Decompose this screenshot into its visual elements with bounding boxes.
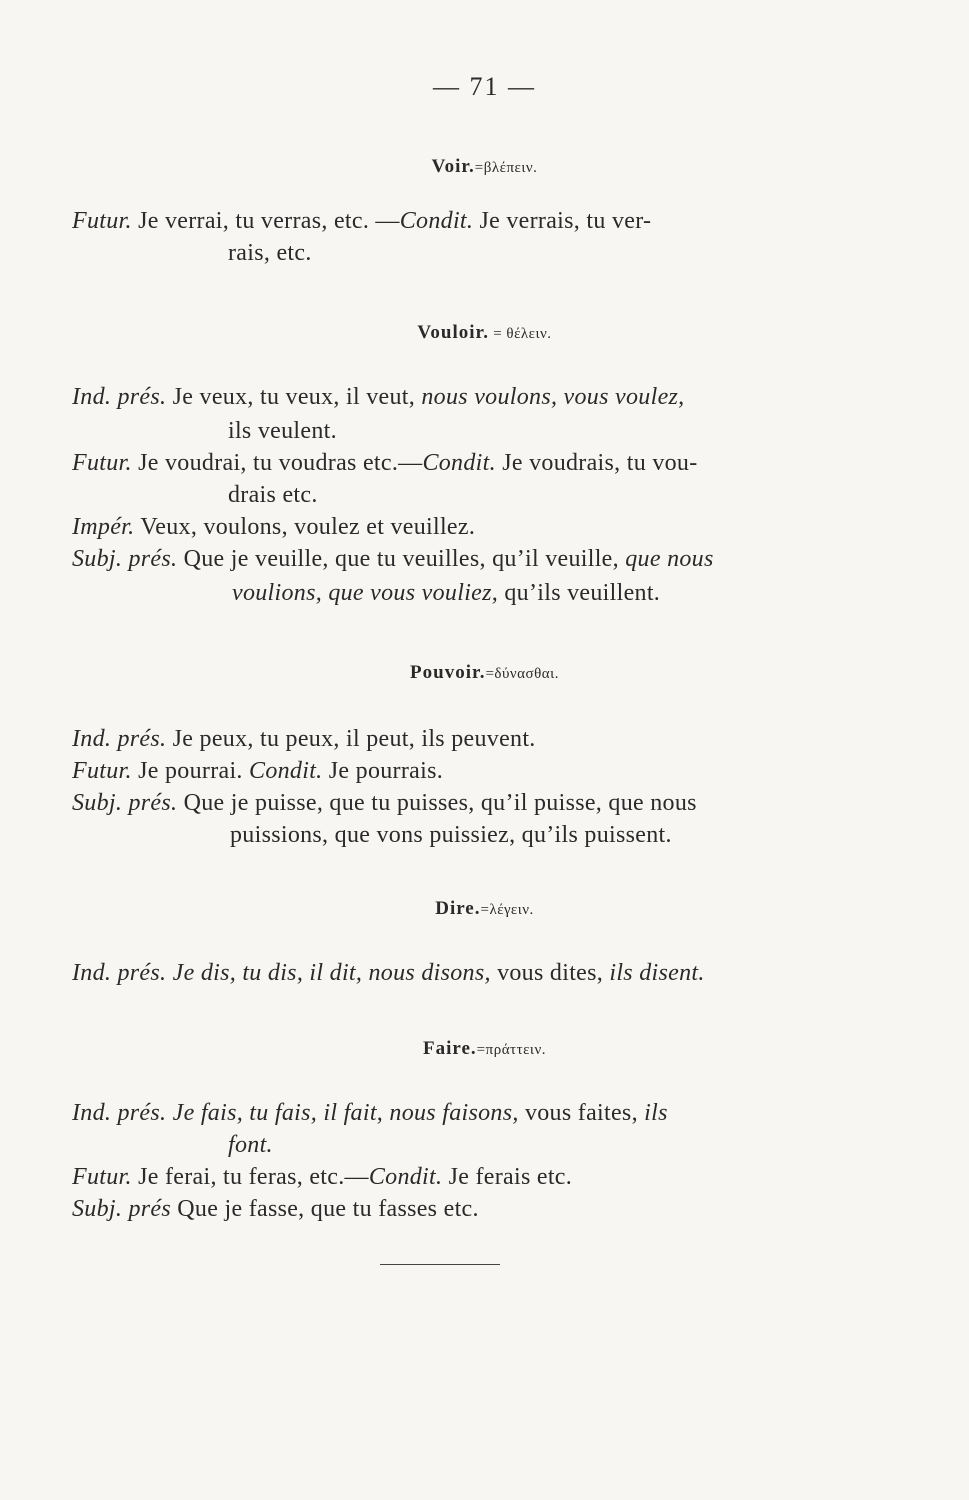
heading-greek: =δύνασθαι. (485, 666, 559, 682)
conjugation-italic: voulions, que vous vouliez, (232, 580, 499, 606)
conjugation-italic: ils disent. (609, 960, 705, 986)
heading-voir (0, 156, 969, 178)
heading-faire (0, 1038, 969, 1060)
tense-label: Ind. prés. (72, 1100, 167, 1126)
conjugation-text: Je voudrais, tu vou- (495, 450, 698, 476)
faire-line-2 (228, 1132, 273, 1159)
vouloir-line-5 (72, 514, 475, 541)
pouvoir-line-2 (72, 758, 443, 785)
voir-line-2: rais, etc. (228, 240, 312, 266)
conjugation-text: vous dites, (490, 960, 610, 986)
voir-line-1 (72, 208, 651, 235)
tense-label: Futur. (72, 208, 132, 234)
heading-verb: Faire. (423, 1038, 477, 1059)
tense-label: Subj. prés (72, 1196, 171, 1222)
tense-label: Condit. (368, 1164, 443, 1190)
tense-label: Futur. (72, 1164, 132, 1190)
conjugation-text: Que je fasse, que tu fasses etc. (171, 1196, 479, 1222)
tense-label: Futur. (72, 450, 132, 476)
conjugation-italic: Je dis, tu dis, il dit, nous disons, (166, 960, 491, 986)
heading-verb: Pouvoir. (410, 662, 486, 683)
faire-line-4 (72, 1196, 479, 1223)
tense-label: Futur. (72, 758, 132, 784)
page-number: — 71 — (433, 72, 536, 101)
heading-greek: = θέλειν. (488, 326, 552, 342)
heading-vouloir (0, 322, 969, 344)
conjugation-text: Que je puisse, que tu puisses, qu’il puisse, que nous (177, 790, 697, 816)
vouloir-line-4: drais etc. (228, 482, 318, 508)
conjugation-italic: ils (644, 1100, 668, 1126)
tense-label: Ind. prés. (72, 960, 167, 986)
heading-dire (0, 898, 969, 920)
conjugation-text: qu’ils veuillent. (498, 580, 661, 606)
conjugation-text: vous faites, (518, 1100, 645, 1126)
heading-greek: =λέγειν. (480, 902, 534, 918)
conjugation-italic: que nous (625, 546, 714, 572)
vouloir-line-1 (72, 384, 684, 411)
vouloir-line-7 (232, 580, 660, 607)
faire-line-3 (72, 1164, 572, 1191)
heading-greek: =βλέπειν. (474, 160, 538, 176)
tense-label: Ind. prés. (72, 384, 167, 410)
pouvoir-line-4: puissions, que vons puissiez, qu’ils puissent. (230, 822, 672, 848)
conjugation-italic: font. (228, 1132, 273, 1158)
end-rule (380, 1264, 500, 1265)
tense-label: Ind. prés. (72, 726, 167, 752)
conjugation-text: Je ferais etc. (442, 1164, 573, 1190)
heading-pouvoir (0, 662, 969, 684)
vouloir-line-3 (72, 450, 698, 477)
conjugation-text: Je peux, tu peux, il peut, ils peuvent. (166, 726, 536, 752)
faire-line-1 (72, 1100, 668, 1127)
dire-line-1 (72, 960, 705, 987)
pouvoir-line-3 (72, 790, 697, 817)
tense-label: Condit. (399, 208, 474, 234)
conjugation-text: Je verrai, tu verras, etc. — (131, 208, 400, 234)
heading-verb: Voir. (431, 156, 475, 177)
conjugation-italic: nous voulons, vous voulez, (421, 384, 685, 410)
conjugation-text: Que je veuille, que tu veuilles, qu’il veuille, (177, 546, 626, 572)
conjugation-text: Je ferai, tu feras, etc.— (131, 1164, 369, 1190)
conjugation-text: Veux, voulons, voulez et veuillez. (134, 514, 476, 540)
tense-label: Impér. (72, 514, 135, 540)
vouloir-line-2: ils veulent. (228, 418, 337, 444)
pouvoir-line-1 (72, 726, 536, 753)
conjugation-text: Je pourrai. (131, 758, 250, 784)
vouloir-line-6 (72, 546, 714, 573)
tense-label: Condit. (249, 758, 323, 784)
conjugation-text: Je pourrais. (322, 758, 444, 784)
conjugation-text: Je voudrai, tu voudras etc.— (131, 450, 423, 476)
tense-label: Subj. prés. (72, 546, 178, 572)
tense-label: Condit. (422, 450, 496, 476)
conjugation-text: Je veux, tu veux, il veut, (166, 384, 422, 410)
conjugation-text: Je verrais, tu ver- (473, 208, 652, 234)
heading-verb: Vouloir. (417, 322, 489, 343)
heading-greek: =πράττειν. (476, 1042, 546, 1058)
conjugation-italic: Je fais, tu fais, il fait, nous faisons, (166, 1100, 519, 1126)
tense-label: Subj. prés. (72, 790, 178, 816)
heading-verb: Dire. (435, 898, 481, 919)
